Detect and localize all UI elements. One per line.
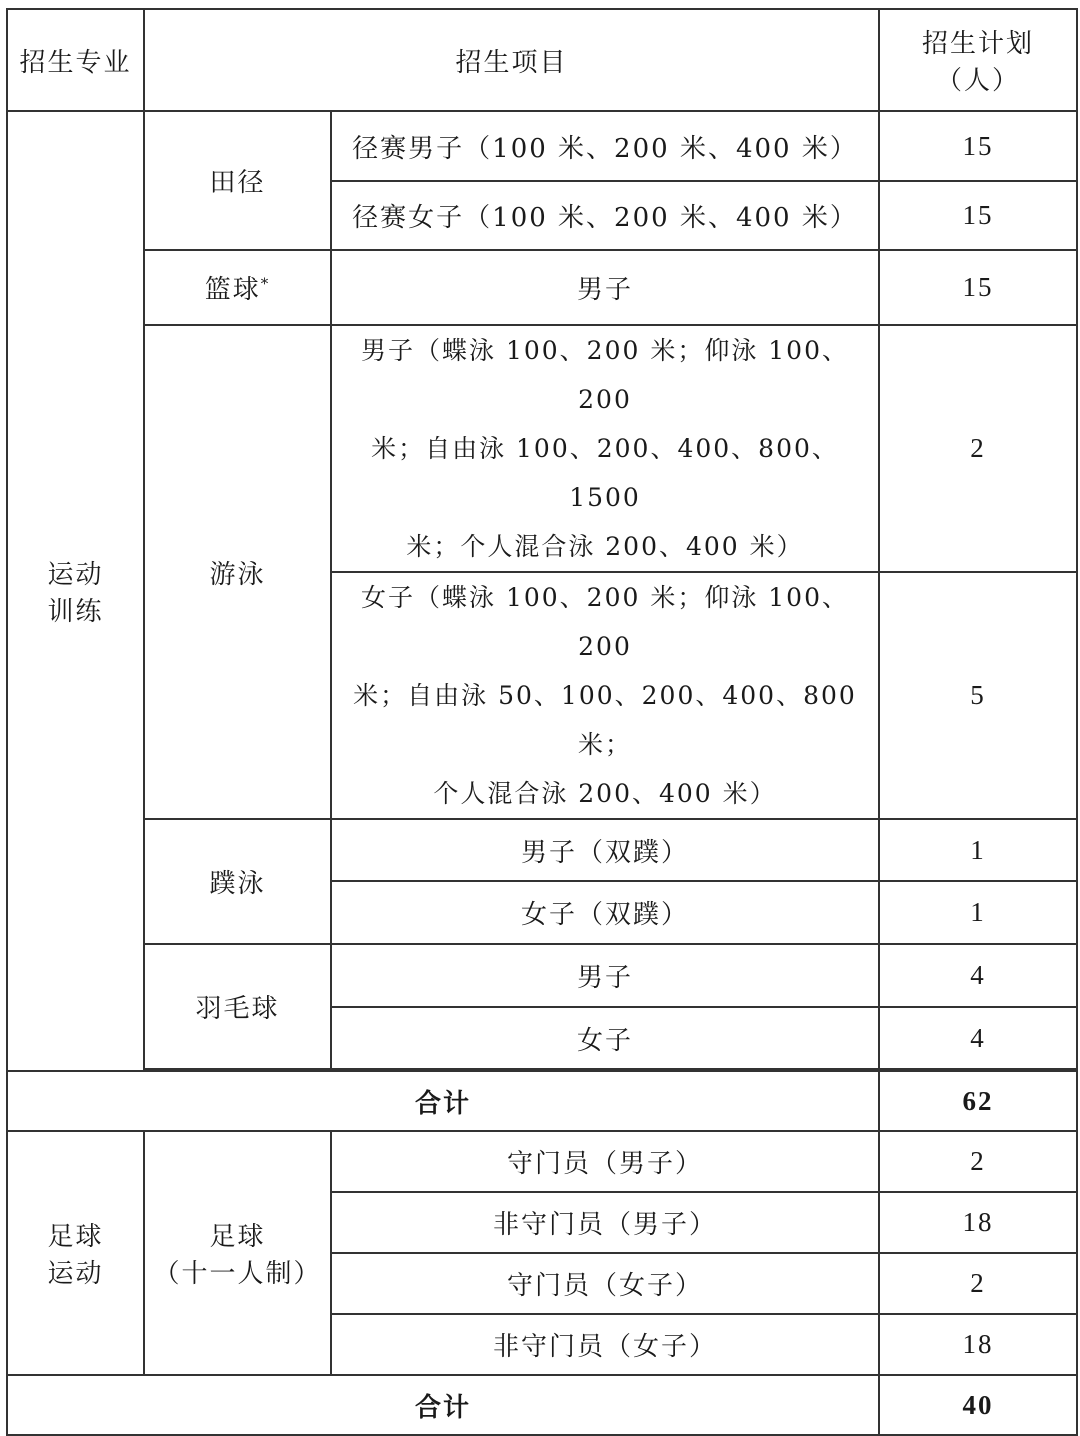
table-row	[7, 1131, 1077, 1192]
table-row	[7, 250, 1077, 325]
count-cell: 1	[879, 819, 1077, 881]
count-cell: 18	[879, 1192, 1077, 1253]
item-cell: 男子（双蹼）	[331, 819, 879, 881]
item-cell	[331, 325, 879, 572]
item-cell	[331, 572, 879, 819]
table-row	[7, 944, 1077, 1007]
major-football	[7, 1131, 144, 1375]
subtotal-value: 40	[879, 1375, 1077, 1435]
swim-women-line1: 女子（蝶泳 100、200 米；仰泳 100、200	[361, 583, 849, 661]
subtotal-value: 62	[879, 1071, 1077, 1131]
count-cell: 15	[879, 181, 1077, 250]
count-cell: 2	[879, 325, 1077, 572]
major-football-line2: 运动	[47, 1259, 104, 1289]
major-training-line2: 训练	[47, 597, 104, 627]
item-cell: 男子	[331, 250, 879, 325]
sport-football-line2: （十一人制）	[153, 1259, 322, 1289]
sport-track: 田径	[144, 111, 331, 250]
count-cell: 4	[879, 944, 1077, 1007]
item-cell: 女子	[331, 1007, 879, 1069]
major-training	[7, 111, 144, 1071]
count-cell: 15	[879, 250, 1077, 325]
subtotal-row	[7, 1071, 1077, 1131]
header-plan-line1: 招生计划	[921, 29, 1034, 59]
major-football-line1: 足球	[47, 1222, 104, 1252]
sport-finswimming: 蹼泳	[144, 819, 331, 944]
table-row	[7, 325, 1077, 572]
enrollment-plan-table	[6, 8, 1078, 1436]
sport-basketball	[144, 250, 331, 325]
subtotal-row	[7, 1375, 1077, 1435]
item-cell: 守门员（男子）	[331, 1131, 879, 1192]
count-cell: 4	[879, 1007, 1077, 1069]
count-cell: 2	[879, 1253, 1077, 1314]
subtotal-label: 合计	[7, 1071, 879, 1131]
swim-men-line3: 米；个人混合泳 200、400 米）	[406, 532, 804, 561]
sport-badminton: 羽毛球	[144, 944, 331, 1069]
item-cell: 非守门员（男子）	[331, 1192, 879, 1253]
count-cell: 15	[879, 111, 1077, 181]
asterisk-mark: *	[260, 274, 271, 293]
header-items: 招生项目	[144, 9, 879, 111]
swim-women-line2: 米；自由泳 50、100、200、400、800 米；	[353, 681, 857, 759]
sport-football	[144, 1131, 331, 1375]
swim-men-line1: 男子（蝶泳 100、200 米；仰泳 100、200	[361, 336, 849, 414]
header-plan	[879, 9, 1077, 111]
swim-women-line3: 个人混合泳 200、400 米）	[433, 779, 777, 808]
sport-football-line1: 足球	[209, 1222, 266, 1252]
item-cell: 守门员（女子）	[331, 1253, 879, 1314]
major-training-line1: 运动	[47, 560, 104, 590]
table-row	[7, 111, 1077, 181]
item-cell: 男子	[331, 944, 879, 1007]
count-cell: 18	[879, 1314, 1077, 1375]
sport-swimming: 游泳	[144, 325, 331, 819]
count-cell: 5	[879, 572, 1077, 819]
header-plan-line2: （人）	[935, 66, 1020, 96]
item-cell: 非守门员（女子）	[331, 1314, 879, 1375]
item-cell: 女子（双蹼）	[331, 881, 879, 944]
sport-basketball-label: 篮球	[204, 275, 261, 305]
table-row	[7, 819, 1077, 881]
header-major: 招生专业	[7, 9, 144, 111]
count-cell: 2	[879, 1131, 1077, 1192]
item-cell: 径赛男子（100 米、200 米、400 米）	[331, 111, 879, 181]
swim-men-line2: 米；自由泳 100、200、400、800、1500	[371, 434, 839, 512]
count-cell: 1	[879, 881, 1077, 944]
subtotal-label: 合计	[7, 1375, 879, 1435]
item-cell: 径赛女子（100 米、200 米、400 米）	[331, 181, 879, 250]
header-row	[7, 9, 1077, 111]
